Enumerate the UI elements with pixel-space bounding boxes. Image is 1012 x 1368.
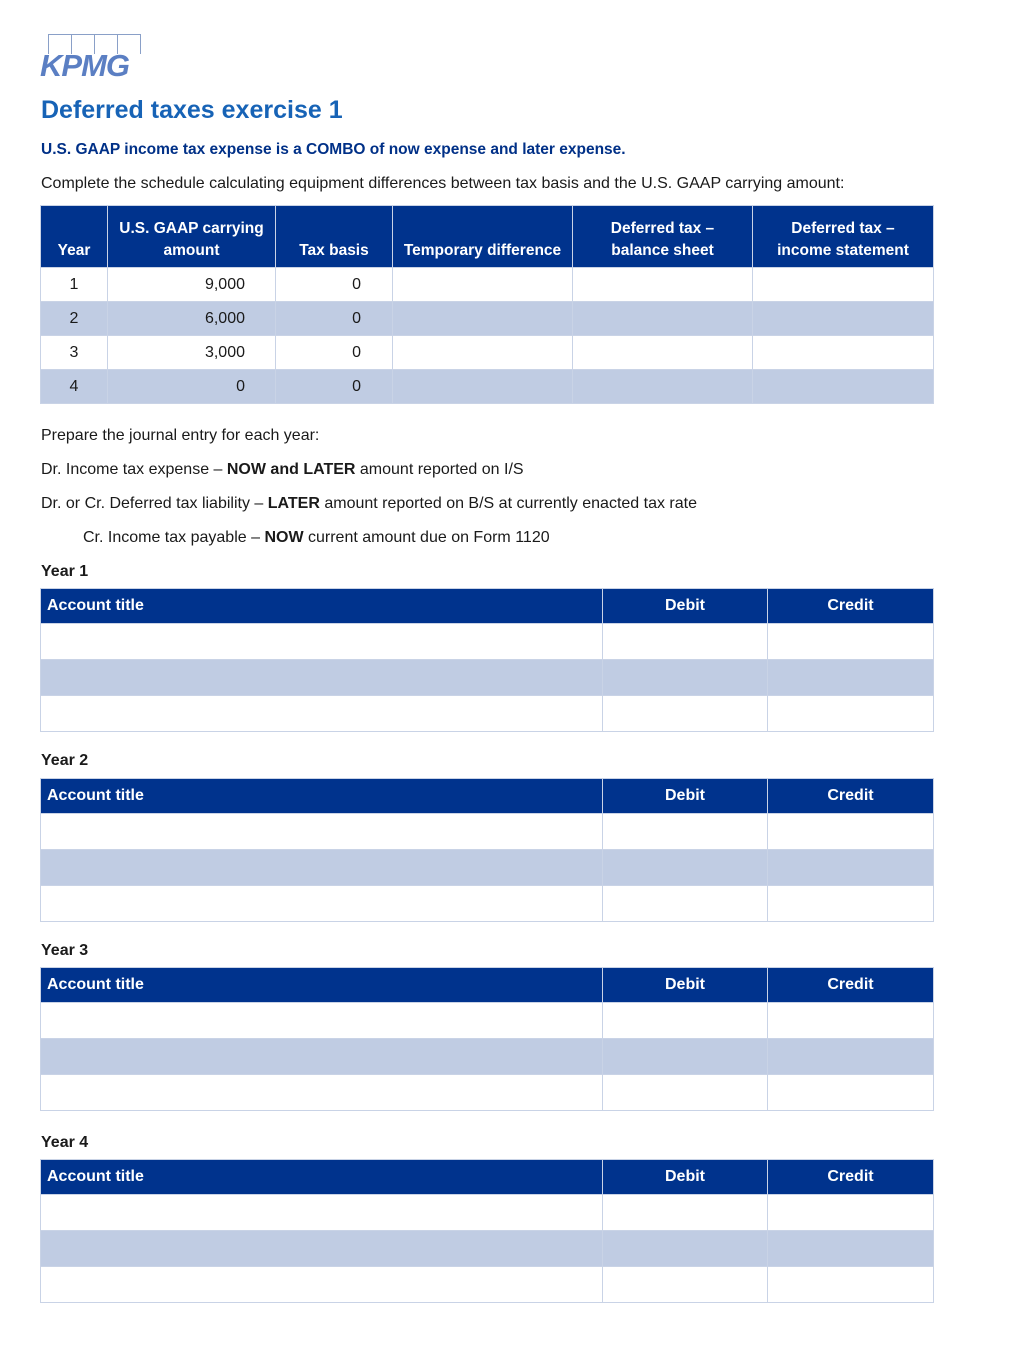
- year-1-heading: Year 1: [41, 563, 89, 580]
- header-tax-basis: Tax basis: [276, 206, 393, 268]
- credit-header: Credit: [768, 1160, 934, 1195]
- account-title-header: Account title: [41, 779, 603, 814]
- debit-cell[interactable]: [603, 850, 768, 886]
- debit-cell[interactable]: [603, 1195, 768, 1231]
- deferred-tax-bs-cell[interactable]: [573, 336, 753, 370]
- credit-cell[interactable]: [768, 1195, 934, 1231]
- table-row: [41, 850, 934, 886]
- table-row: [41, 268, 934, 302]
- credit-cell[interactable]: [768, 660, 934, 696]
- tax-basis-cell: 0: [276, 336, 393, 370]
- debit-header: Debit: [603, 779, 768, 814]
- debit-cell[interactable]: [603, 1003, 768, 1039]
- credit-cell[interactable]: [768, 850, 934, 886]
- credit-cell[interactable]: [768, 624, 934, 660]
- journal-line-income-tax-expense: Dr. Income tax expense – NOW and LATER amount reported on I/S: [41, 461, 524, 478]
- year-2-heading: Year 2: [41, 752, 89, 769]
- year-4-entry-table: [40, 1159, 934, 1303]
- account-cell[interactable]: [41, 1003, 603, 1039]
- credit-cell[interactable]: [768, 814, 934, 850]
- table-row: [41, 1039, 934, 1075]
- kpmg-logo: [40, 34, 160, 84]
- credit-header: Credit: [768, 589, 934, 624]
- deferred-tax-bs-cell[interactable]: [573, 268, 753, 302]
- account-cell[interactable]: [41, 696, 603, 732]
- gaap-amount-cell: 9,000: [108, 268, 276, 302]
- year-4-heading: Year 4: [41, 1134, 89, 1151]
- credit-cell[interactable]: [768, 1039, 934, 1075]
- deferred-tax-bs-cell[interactable]: [573, 370, 753, 404]
- table-row: [41, 336, 934, 370]
- schedule-table: [40, 205, 934, 404]
- tax-basis-cell: 0: [276, 268, 393, 302]
- year-3-heading: Year 3: [41, 942, 89, 959]
- deferred-tax-is-cell[interactable]: [753, 302, 934, 336]
- header-gaap-amount: U.S. GAAP carrying amount: [108, 206, 276, 268]
- account-cell[interactable]: [41, 1075, 603, 1111]
- account-cell[interactable]: [41, 660, 603, 696]
- account-cell[interactable]: [41, 1267, 603, 1303]
- table-row: [41, 660, 934, 696]
- schedule-header-row: [41, 206, 934, 268]
- table-row: [41, 696, 934, 732]
- debit-cell[interactable]: [603, 1231, 768, 1267]
- credit-cell[interactable]: [768, 1075, 934, 1111]
- table-row: [41, 886, 934, 922]
- credit-cell[interactable]: [768, 1003, 934, 1039]
- debit-cell[interactable]: [603, 1039, 768, 1075]
- debit-cell[interactable]: [603, 1267, 768, 1303]
- year-cell: 3: [41, 336, 108, 370]
- account-cell[interactable]: [41, 814, 603, 850]
- header-year: Year: [41, 206, 108, 268]
- entry-header-row: [41, 589, 934, 624]
- table-row: [41, 1231, 934, 1267]
- account-cell[interactable]: [41, 1195, 603, 1231]
- credit-cell[interactable]: [768, 696, 934, 732]
- temporary-difference-cell[interactable]: [393, 370, 573, 404]
- entry-header-row: [41, 1160, 934, 1195]
- journal-line-deferred-tax-liability: Dr. or Cr. Deferred tax liability – LATER amount reported on B/S at currently enacted tax rate: [41, 495, 697, 512]
- table-row: [41, 814, 934, 850]
- intro-text: Complete the schedule calculating equipment differences between tax basis and the U.S. GAAP carrying amount:: [41, 175, 845, 192]
- year-cell: 1: [41, 268, 108, 302]
- gaap-amount-cell: 3,000: [108, 336, 276, 370]
- account-title-header: Account title: [41, 1160, 603, 1195]
- tax-basis-cell: 0: [276, 370, 393, 404]
- debit-header: Debit: [603, 589, 768, 624]
- debit-cell[interactable]: [603, 886, 768, 922]
- subtitle: U.S. GAAP income tax expense is a COMBO of now expense and later expense.: [41, 141, 626, 158]
- debit-cell[interactable]: [603, 660, 768, 696]
- deferred-tax-is-cell[interactable]: [753, 370, 934, 404]
- temporary-difference-cell[interactable]: [393, 336, 573, 370]
- temporary-difference-cell[interactable]: [393, 268, 573, 302]
- year-3-entry-table: [40, 967, 934, 1111]
- temporary-difference-cell[interactable]: [393, 302, 573, 336]
- journal-line-income-tax-payable: Cr. Income tax payable – NOW current amount due on Form 1120: [83, 529, 550, 546]
- debit-header: Debit: [603, 968, 768, 1003]
- deferred-tax-bs-cell[interactable]: [573, 302, 753, 336]
- year-1-entry-table: [40, 588, 934, 732]
- debit-cell[interactable]: [603, 1075, 768, 1111]
- account-cell[interactable]: [41, 850, 603, 886]
- account-title-header: Account title: [41, 968, 603, 1003]
- gaap-amount-cell: 6,000: [108, 302, 276, 336]
- header-deferred-tax-income-statement: Deferred tax – income statement: [753, 206, 934, 268]
- table-row: [41, 1195, 934, 1231]
- debit-cell[interactable]: [603, 696, 768, 732]
- table-row: [41, 1075, 934, 1111]
- table-row: [41, 1267, 934, 1303]
- tax-basis-cell: 0: [276, 302, 393, 336]
- year-cell: 2: [41, 302, 108, 336]
- account-cell[interactable]: [41, 624, 603, 660]
- table-row: [41, 302, 934, 336]
- entry-header-row: [41, 968, 934, 1003]
- credit-header: Credit: [768, 779, 934, 814]
- credit-cell[interactable]: [768, 1231, 934, 1267]
- gaap-amount-cell: 0: [108, 370, 276, 404]
- debit-cell[interactable]: [603, 814, 768, 850]
- table-row: [41, 370, 934, 404]
- page-title: Deferred taxes exercise 1: [41, 96, 343, 124]
- header-temporary-difference: Temporary difference: [393, 206, 573, 268]
- credit-header: Credit: [768, 968, 934, 1003]
- year-cell: 4: [41, 370, 108, 404]
- account-cell[interactable]: [41, 886, 603, 922]
- entry-header-row: [41, 779, 934, 814]
- account-cell[interactable]: [41, 1231, 603, 1267]
- journal-prompt: Prepare the journal entry for each year:: [41, 427, 320, 444]
- table-row: [41, 1003, 934, 1039]
- account-cell[interactable]: [41, 1039, 603, 1075]
- debit-header: Debit: [603, 1160, 768, 1195]
- credit-cell[interactable]: [768, 1267, 934, 1303]
- year-2-entry-table: [40, 778, 934, 922]
- credit-cell[interactable]: [768, 886, 934, 922]
- deferred-tax-is-cell[interactable]: [753, 336, 934, 370]
- account-title-header: Account title: [41, 589, 603, 624]
- deferred-tax-is-cell[interactable]: [753, 268, 934, 302]
- header-deferred-tax-balance-sheet: Deferred tax – balance sheet: [573, 206, 753, 268]
- debit-cell[interactable]: [603, 624, 768, 660]
- table-row: [41, 624, 934, 660]
- logo-word: KPMG: [40, 48, 129, 83]
